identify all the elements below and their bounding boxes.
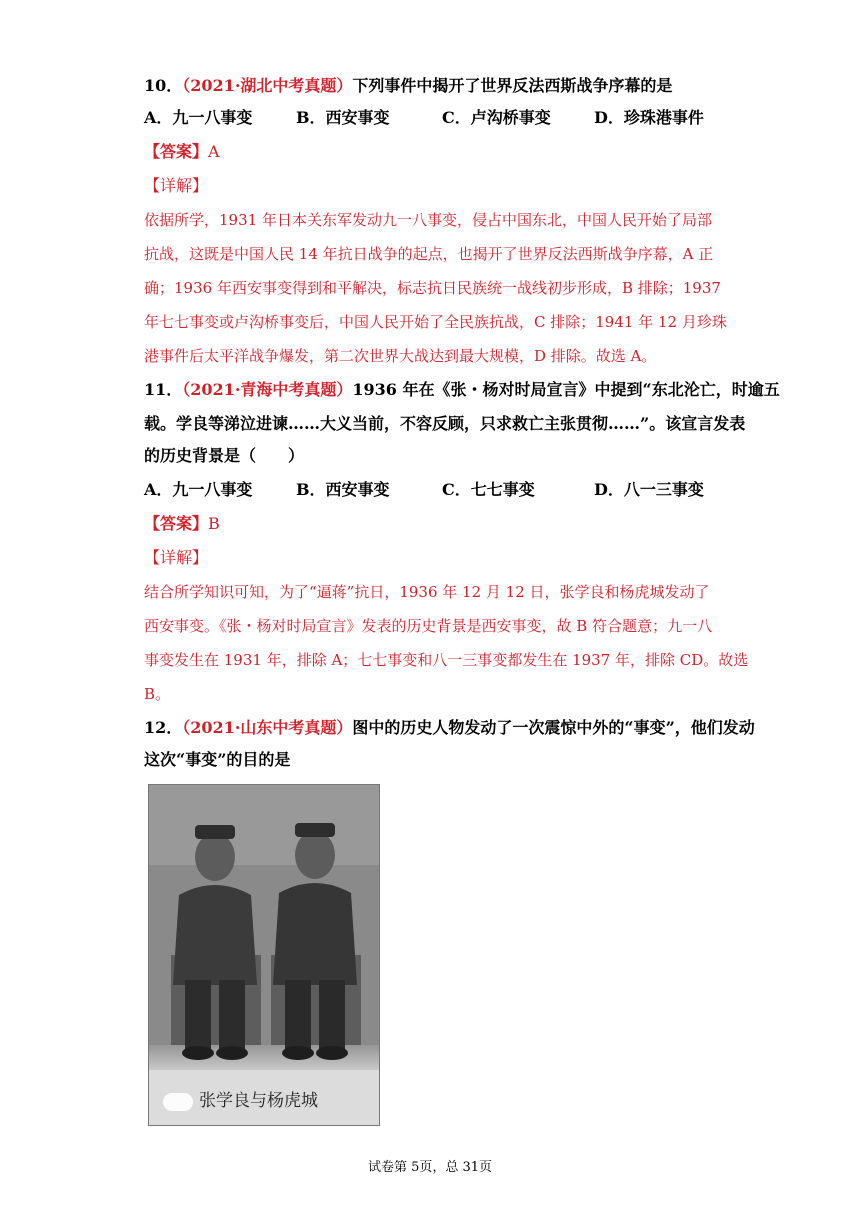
question-number: 11． — [144, 380, 183, 399]
question-11-answer — [144, 514, 220, 534]
question-10-stem — [144, 76, 672, 96]
question-11-stem — [144, 380, 780, 400]
question-source: （2021·湖北中考真题） — [182, 76, 353, 95]
historical-photo — [148, 784, 380, 1126]
question-text-line: 载。学良等涕泣进谏……大义当前，不容反顾，只求救亡主张贯彻……”。该宣言发表 — [144, 414, 746, 433]
explanation-line: 确；1936 年西安事变得到和平解决，标志抗日民族统一战线初步形成，B 排除；1937 — [144, 279, 721, 297]
detail-tag: 【详解】 — [144, 176, 209, 195]
option-b: B．西安事变 — [296, 108, 390, 127]
answer-tag: 【答案】 — [144, 514, 209, 533]
explanation-line: 依据所学，1931 年日本关东军发动九一八事变，侵占中国东北，中国人民开始了局部 — [144, 211, 712, 229]
redaction-blob — [163, 1093, 193, 1111]
question-text-line: 的历史背景是（ ） — [144, 446, 305, 465]
photo-figures — [149, 785, 380, 1126]
question-source: （2021·青海中考真题） — [182, 380, 353, 399]
detail-tag: 【详解】 — [144, 548, 209, 567]
question-text-line: 这次“事变”的目的是 — [144, 750, 291, 769]
option-a: A．九一八事变 — [144, 108, 253, 127]
option-c: C．卢沟桥事变 — [442, 108, 551, 127]
option-d: D．珍珠港事件 — [594, 108, 704, 127]
option-d: D．八一三事变 — [594, 480, 704, 499]
photo-caption: 张学良与杨虎城 — [199, 1091, 318, 1111]
answer-value: A — [208, 142, 220, 161]
explanation-line: 西安事变。《张・杨对时局宣言》发表的历史背景是西安事变，故 B 符合题意；九一八 — [144, 617, 713, 635]
question-number: 10． — [144, 76, 183, 95]
explanation-line: 港事件后太平洋战争爆发，第二次世界大战达到最大规模，D 排除。故选 A。 — [144, 347, 657, 365]
option-c: C．七七事变 — [442, 480, 535, 499]
explanation-line: 年七七事变或卢沟桥事变后，中国人民开始了全民族抗战，C 排除；1941 年 12 月珍珠 — [144, 313, 727, 331]
question-text: 下列事件中揭开了世界反法西斯战争序幕的是 — [352, 76, 673, 95]
question-number: 12． — [144, 718, 183, 737]
option-b: B．西安事变 — [296, 480, 390, 499]
option-a: A．九一八事变 — [144, 480, 253, 499]
page-footer: 试卷第 5页，总 31页 — [367, 1160, 493, 1175]
question-source: （2021·山东中考真题） — [182, 718, 353, 737]
question-10-answer — [144, 142, 220, 162]
explanation-line: 结合所学知识可知，为了“逼蒋”抗日，1936 年 12 月 12 日，张学良和杨虎城发动了 — [144, 583, 710, 601]
question-12-stem — [144, 718, 755, 738]
explanation-line: B。 — [144, 685, 171, 703]
answer-value: B — [208, 514, 220, 533]
explanation-line: 抗战，这既是中国人民 14 年抗日战争的起点，也揭开了世界反法西斯战争序幕，A 正 — [144, 245, 714, 263]
answer-tag: 【答案】 — [144, 142, 209, 161]
question-text: 1936 年在《张・杨对时局宣言》中提到“东北沦亡，时逾五 — [352, 380, 780, 399]
explanation-line: 事变发生在 1931 年，排除 A；七七事变和八一三事变都发生在 1937 年，排除 CD。故选 — [144, 651, 749, 669]
question-text: 图中的历史人物发动了一次震惊中外的“事变”，他们发动 — [352, 718, 755, 737]
